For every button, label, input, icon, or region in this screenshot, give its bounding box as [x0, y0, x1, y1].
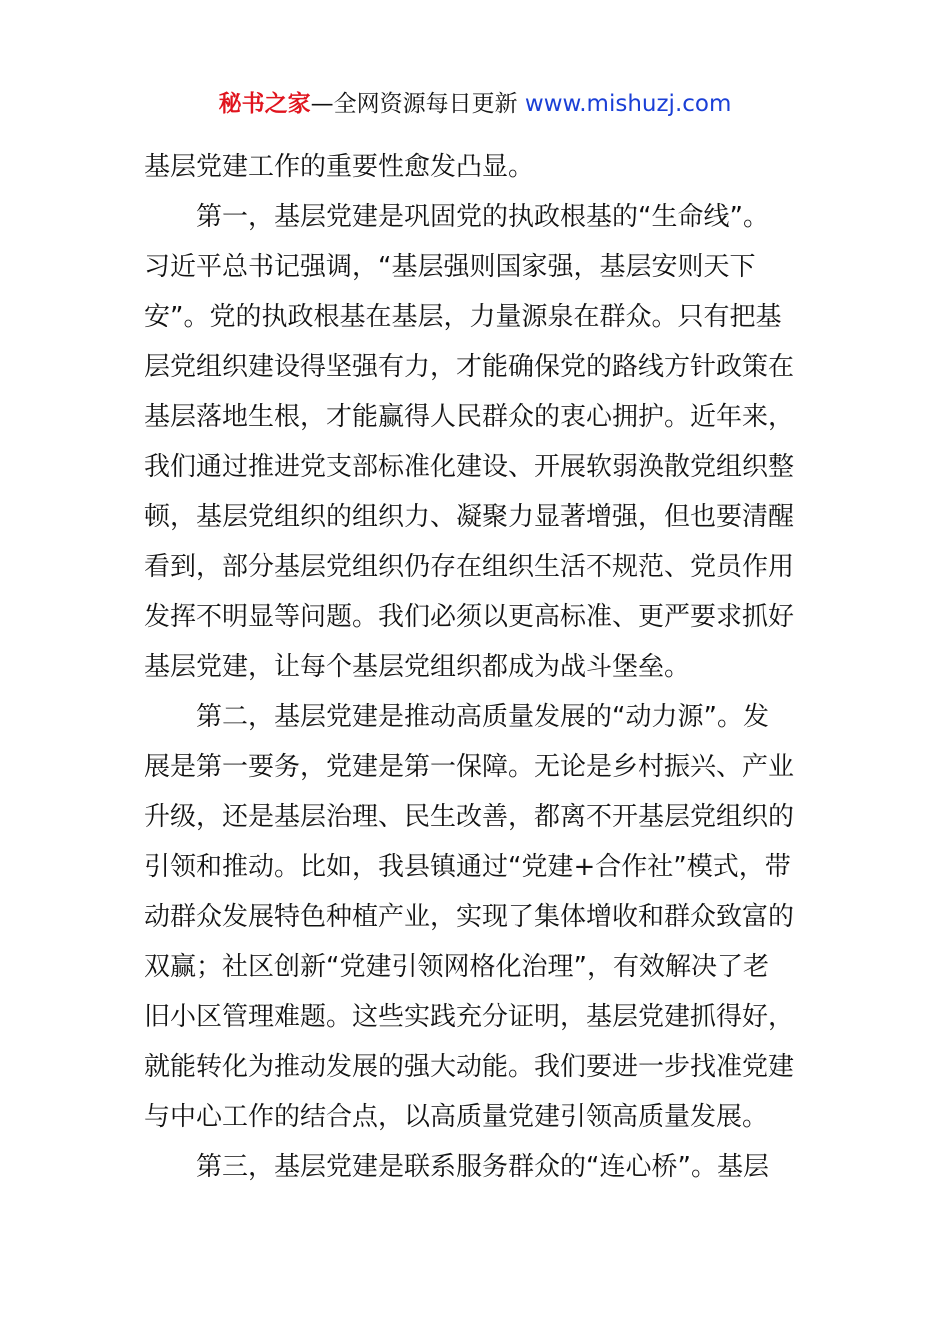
- text-line: 基层党建，让每个基层党组织都成为战斗堡垒。: [144, 652, 691, 682]
- text-line: 发挥不明显等问题。我们必须以更高标准、更严要求抓好: [144, 602, 795, 632]
- text-line: 看到，部分基层党组织仍存在组织生活不规范、党员作用: [144, 552, 795, 582]
- text-line: 第三，基层党建是联系服务群众的“连心桥”。基层: [144, 1152, 769, 1182]
- text-line: 层党组织建设得坚强有力，才能确保党的路线方针政策在: [144, 352, 795, 382]
- text-line: 顿，基层党组织的组织力、凝聚力显著增强，但也要清醒: [144, 502, 795, 532]
- text-line: 安”。党的执政根基在基层，力量源泉在群众。只有把基: [144, 302, 782, 332]
- text-line: 第二，基层党建是推动高质量发展的“动力源”。发: [144, 702, 769, 732]
- text-line: 基层落地生根，才能赢得人民群众的衷心拥护。近年来，: [144, 402, 795, 432]
- document-body: [144, 142, 812, 1192]
- text-line: 基层党建工作的重要性愈发凸显。: [144, 152, 535, 182]
- text-line: 旧小区管理难题。这些实践充分证明，基层党建抓得好，: [144, 1002, 795, 1032]
- brand-name: 秘书之家: [218, 91, 311, 117]
- text-line: 引领和推动。比如，我县镇通过“党建+合作社”模式，带: [144, 852, 791, 882]
- text-line: 我们通过推进党支部标准化建设、开展软弱涣散党组织整: [144, 452, 795, 482]
- text-line: 与中心工作的结合点，以高质量党建引领高质量发展。: [144, 1102, 769, 1132]
- text-line: 展是第一要务，党建是第一保障。无论是乡村振兴、产业: [144, 752, 795, 782]
- text-line: 习近平总书记强调，“基层强则国家强，基层安则天下: [144, 252, 756, 282]
- site-header: [0, 86, 950, 122]
- header-tagline: —全网资源每日更新: [310, 91, 525, 117]
- text-line: 双赢；社区创新“党建引领网格化治理”，有效解决了老: [144, 952, 769, 982]
- text-line: 第一，基层党建是巩固党的执政根基的“生命线”。: [144, 202, 769, 232]
- site-url-link[interactable]: www.mishuzj.com: [524, 91, 732, 117]
- text-line: 就能转化为推动发展的强大动能。我们要进一步找准党建: [144, 1052, 795, 1082]
- text-line: 升级，还是基层治理、民生改善，都离不开基层党组织的: [144, 802, 795, 832]
- text-line: 动群众发展特色种植产业，实现了集体增收和群众致富的: [144, 902, 795, 932]
